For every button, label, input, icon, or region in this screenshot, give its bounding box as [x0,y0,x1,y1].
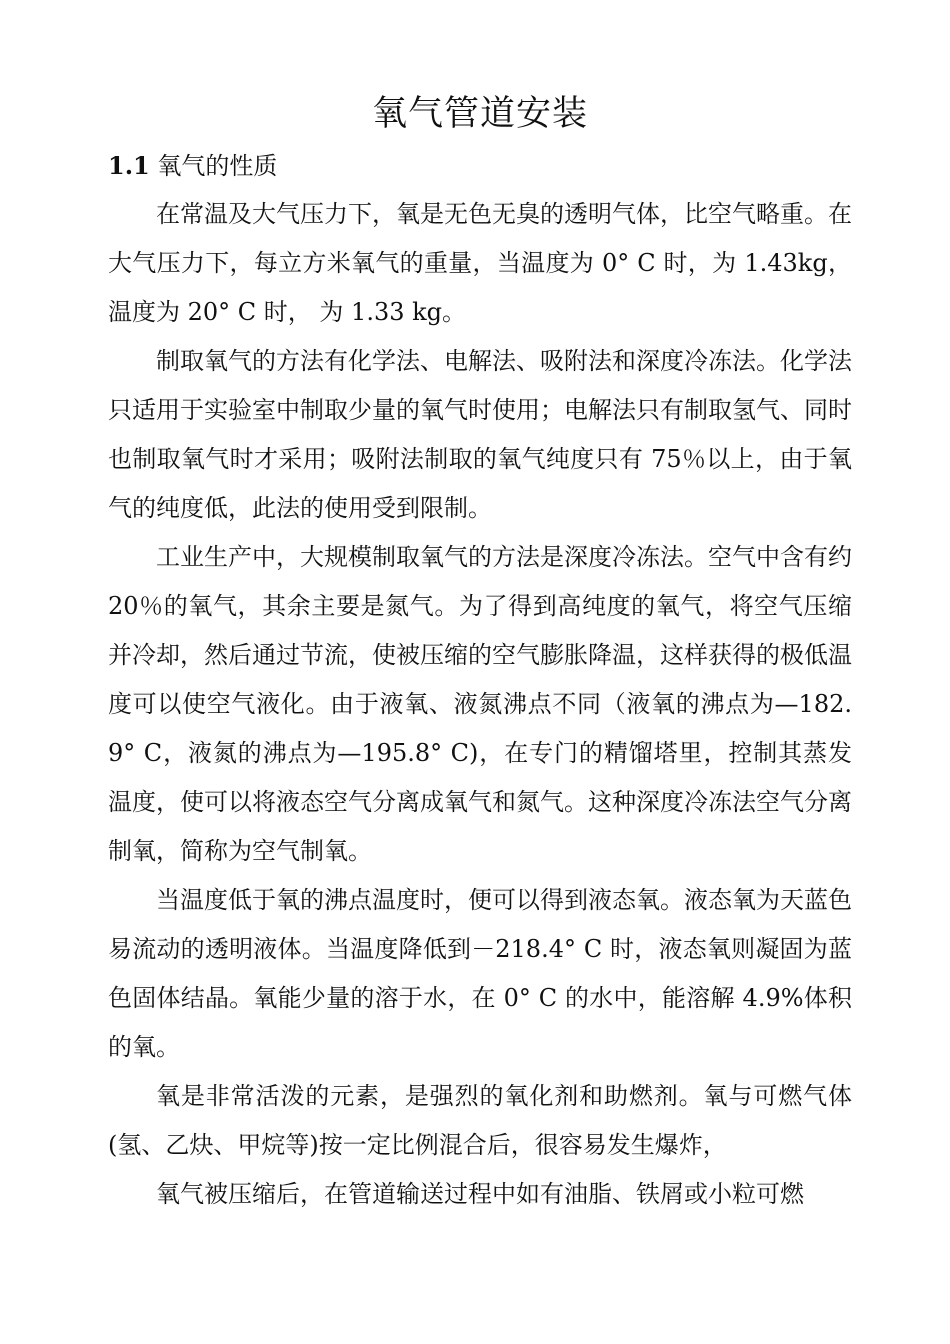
document-page [108,88,852,1219]
paragraph-liquid-oxygen: 当温度低于氧的沸点温度时，便可以得到液态氧。液态氧为天蓝色易流动的透明液体。当温度降低到－218.4° C 时，液态氧则凝固为蓝色固体结晶。氧能少量的溶于水，在 0° C 的水中，能溶解 4.9%体积的氧。 [108,886,852,1061]
section-number: 1.1 [108,151,150,180]
paragraph-compressed-oxygen: 氧气被压缩后，在管道输送过程中如有油脂、铁屑或小粒可燃 [156,1180,804,1208]
paragraph-deep-cryogenic-method: 工业生产中，大规模制取氧气的方法是深度冷冻法。空气中含有约 20％的氧气，其余主要是氮气。为了得到高纯度的氧气，将空气压缩并冷却，然后通过节流，使被压缩的空气膨胀降温，这样获得的极低温度可以使空气液化。由于液氧、液氮沸点不同（液氧的沸点为—182.9° C，液氮的沸点为—195.8° C)，在专门的精馏塔里，控制其蒸发温度，使可以将液态空气分离成氧气和氮气。这种深度冷冻法空气分离制氧，简称为空气制氧。 [108,543,852,865]
document-title: 氧气管道安装 [371,94,588,134]
paragraph-oxygen-physical-properties: 在常温及大气压力下，氧是无色无臭的透明气体，比空气略重。在大气压力下，每立方米氧气的重量，当温度为 0° C 时，为 1.43kg，温度为 20° C 时， 为 1.33 kg。 [108,200,852,326]
section-title: 氧气的性质 [157,152,278,180]
section-heading [108,148,852,184]
paragraph-oxidizer-properties: 氧是非常活泼的元素，是强烈的氧化剂和助燃剂。氧与可燃气体(氢、乙炔、甲烷等)按一定比例混合后，很容易发生爆炸， [108,1082,852,1159]
paragraph-oxygen-production-methods: 制取氧气的方法有化学法、电解法、吸附法和深度冷冻法。化学法只适用于实验室中制取少量的氧气时使用；电解法只有制取氢气、同时也制取氧气时才采用；吸附法制取的氧气纯度只有 75％以上，由于氧气的纯度低，此法的使用受到限制。 [108,347,852,522]
